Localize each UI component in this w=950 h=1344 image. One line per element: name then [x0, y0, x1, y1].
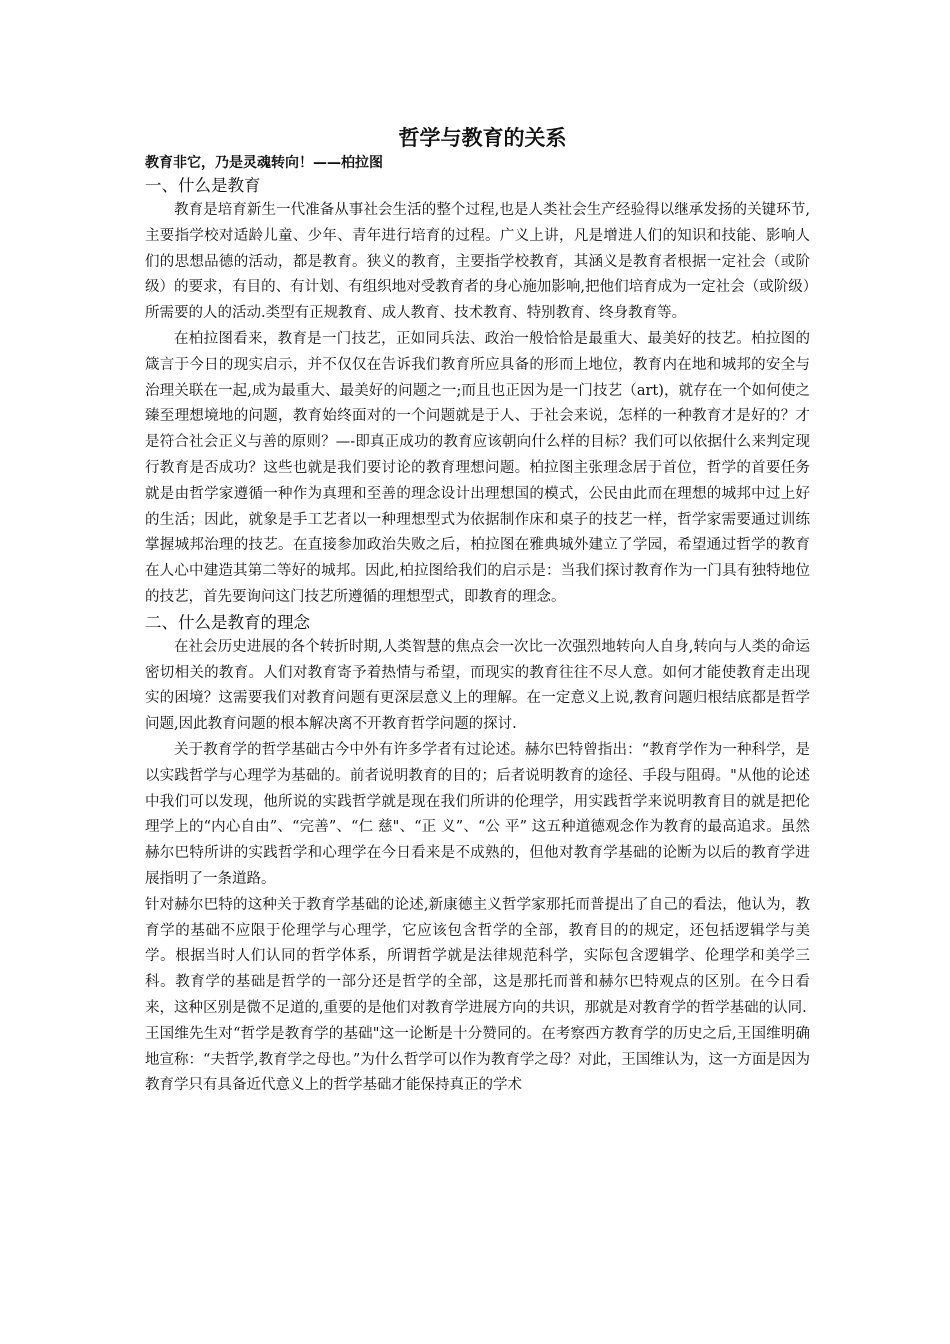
document-title: 哲学与教育的关系 — [398, 125, 567, 150]
section-heading-1: 一、什么是教育 — [145, 176, 261, 195]
paragraph: 在社会历史进展的各个转折时期,人类智慧的焦点会一次比一次强烈地转向人自身,转向与人类的命运密切相关的教育。人们对教育寄予着热情与希望，而现实的教育往往不尽人意。如何才能使教育走出现实的困境？这需要我们对教育问题有更深层意义上的理解。在一定意义上说,教育问题归根结底都是哲学问题,因此教育问题的根本解决离不开教育哲学问题的探讨. — [145, 638, 810, 733]
paragraph: 关于教育学的哲学基础古今中外有许多学者有过论述。赫尔巴特曾指出：“教育学作为一种科学，是以实践哲学与心理学为基础的。前者说明教育的目的；后者说明教育的途径、手段与阻碍。"从他的论述中我们可以发现，他所说的实践哲学就是现在我们所讲的伦理学，用实践哲学来说明教育目的就是把伦理学上的“内心自由”、“完善”、“仁 慈"、“正 义”、“公 平” 这五种道德观念作为教育的最高追求。虽然赫尔巴特所讲的实践哲学和心理学在今日看来是不成熟的，但他对教育学基础的论断为以后的教育学进展指明了一条道路。 — [145, 741, 810, 887]
paragraph: 针对赫尔巴特的这种关于教育学基础的论述,新康德主义哲学家那托而普提出了自己的看法，他认为，教育学的基础不应限于伦理学与心理学，它应该包含哲学的全部，教育目的的规定，还包括逻辑学与美学。根据当时人们认同的哲学体系，所谓哲学就是法律规范科学，实际包含逻辑学、伦理学和美学三科。教育学的基础是哲学的一部分还是哲学的全部，这是那托而普和赫尔巴特观点的区别。在今日看来，这种区别是微不足道的,重要的是他们对教育学进展方向的共识，那就是对教育学的哲学基础的认同. — [145, 896, 810, 1016]
section-heading-2: 二、什么是教育的理念 — [145, 612, 310, 632]
epigraph: 教育非它，乃是灵魂转向！——柏拉图 — [145, 155, 383, 171]
paragraph: 在柏拉图看来，教育是一门技艺，正如同兵法、政治一般恰恰是最重大、最美好的技艺。柏拉图的箴言于今日的现实启示，并不仅仅在告诉我们教育所应具备的形而上地位，教育内在地和城邦的安全与治理关联在一起,成为最重大、最美好的问题之一;而且也正因为是一门技艺（art)，就存在一个如何使之臻至理想境地的问题，教育始终面对的一个问题就是于人、于社会来说，怎样的一种教育才是好的？才是符合社会正义与善的原则？—-即真正成功的教育应该朝向什么样的目标？我们可以依据什么来判定现行教育是否成功？这些也就是我们要讨论的教育理想问题。柏拉图主张理念居于首位，哲学的首要任务就是由哲学家遵循一种作为真理和至善的理念设计出理想国的模式，公民由此而在理想的城邦中过上好的生活；因此，就象是手工艺者以一种理想型式为依据制作床和桌子的技艺一样，哲学家需要通过训练掌握城邦治理的技艺。在直接参加政治失败之后，柏拉图在雅典城外建立了学园，希望通过哲学的教育在人心中建造其第二等好的城邦。因此,柏拉图给我们的启示是：当我们探讨教育作为一门具有独特地位的技艺，首先要询问这门技艺所遵循的理想型式，即教育的理念。 — [145, 330, 810, 605]
paragraph: 王国维先生对“哲学是教育学的基础"这一论断是十分赞同的。在考察西方教育学的历史之后,王国维明确地宣称：“夫哲学,教育学之母也。”为什么哲学可以作为教育学之母？对此，王国维认为，这一方面是因为教育学只有具备近代意义上的哲学基础才能保持真正的学术 — [145, 1025, 810, 1094]
document-page — [145, 124, 810, 1099]
paragraph: 教育是培育新生一代准备从事社会生活的整个过程,也是人类社会生产经验得以继承发扬的关键环节,主要指学校对适龄儿童、少年、青年进行培育的过程。广义上讲，凡是增进人们的知识和技能、影响人们的思想品德的活动，都是教育。狭义的教育，主要指学校教育，其涵义是教育者根据一定社会（或阶级）的要求，有目的、有计划、有组织地对受教育者的身心施加影响,把他们培育成为一定社会（或阶级）所需要的人的活动.类型有正规教育、成人教育、技术教育、特别教育、终身教育等。 — [145, 202, 810, 322]
